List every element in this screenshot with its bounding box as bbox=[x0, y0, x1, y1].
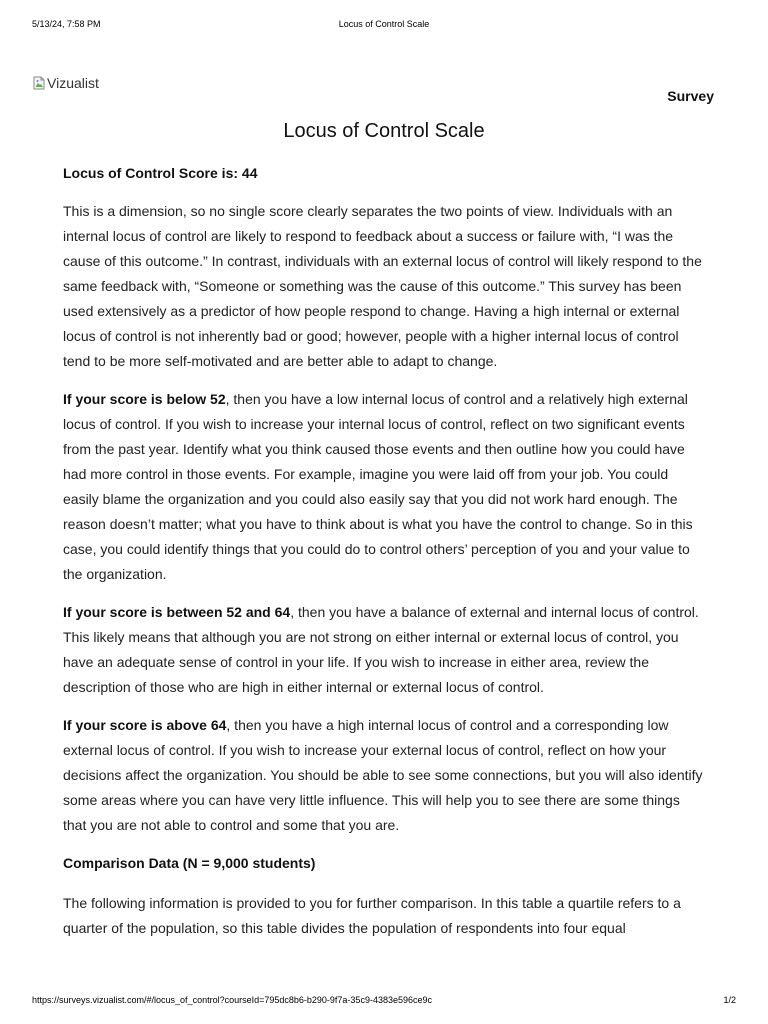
below-52-body: , then you have a low internal locus of control and a relatively high external locus of control. If you wish to increase your internal locus of control, reflect on two significant events from the past year. Identify what you think caused those events and then outline how you could have had more control in those events. For example, imagine you were laid off from your job. You could easily blame the organization and you could also easily say that you did not work hard enough. The reason doesn’t matter; what you have to think about is what you have the control to change. So in this case, you could identify things that you could do to control others’ perception of you and your value to the organization. bbox=[63, 391, 693, 582]
comparison-heading: Comparison Data (N = 9,000 students) bbox=[63, 855, 316, 871]
between-52-64-body: , then you have a balance of external and internal locus of control. This likely means that although you are not strong on either internal or external locus of control, you have an adequate sense of control in your life. If you wish to increase in either area, review the description of those who are high in either internal or external locus of control. bbox=[63, 604, 699, 695]
above-64-lead: If your score is above 64 bbox=[63, 717, 227, 733]
vizualist-logo[interactable] bbox=[33, 75, 99, 91]
between-52-64-lead: If your score is between 52 and 64 bbox=[63, 604, 291, 620]
print-url: https://surveys.vizualist.com/#/locus_of_control?courseId=795dc8b6-b290-9f7a-35c9-4383e596ce9c bbox=[32, 995, 432, 1005]
above-64-body: , then you have a high internal locus of control and a corresponding low external locus of control. If you wish to increase your external locus of control, reflect on how your decisions affect the organization. You should be able to see some connections, but you will also identify some areas where you can have very little influence. This will help you to see there are some things that you are not able to control and some that you are. bbox=[63, 717, 703, 833]
results-content bbox=[63, 163, 705, 954]
print-header bbox=[32, 19, 736, 31]
logo-alt-text: Vizualist bbox=[47, 75, 99, 91]
comparison-intro: The following information is provided to you for further comparison. In this table a quartile refers to a quarter of the population, so this table divides the population of respondents into four equal bbox=[63, 895, 681, 936]
nav-survey-link[interactable]: Survey bbox=[667, 88, 714, 104]
page-title: Locus of Control Scale bbox=[283, 120, 485, 142]
print-title: Locus of Control Scale bbox=[338, 19, 430, 29]
above-64-paragraph bbox=[63, 713, 705, 838]
between-52-64-paragraph bbox=[63, 600, 705, 700]
print-page-number: 1/2 bbox=[723, 995, 736, 1005]
print-datetime: 5/13/24, 7:58 PM bbox=[32, 19, 101, 29]
below-52-paragraph bbox=[63, 387, 705, 587]
broken-image-icon bbox=[33, 76, 45, 90]
score-text: Locus of Control Score is: 44 bbox=[63, 165, 258, 181]
intro-paragraph: This is a dimension, so no single score clearly separates the two points of view. Individuals with an internal locus of control are likely to respond to feedback about a success or failure with, “I was the cause of this outcome.” In contrast, individuals with an external locus of control will likely respond to the same feedback with, “Someone or something was the cause of this outcome.” This survey has been used extensively as a predictor of how people respond to change. Having a high internal or external locus of control is not inherently bad or good; however, people with a higher internal locus of control tend to be more self-motivated and are better able to adapt to change. bbox=[63, 203, 702, 369]
below-52-lead: If your score is below 52 bbox=[63, 391, 226, 407]
print-footer bbox=[32, 995, 736, 1007]
